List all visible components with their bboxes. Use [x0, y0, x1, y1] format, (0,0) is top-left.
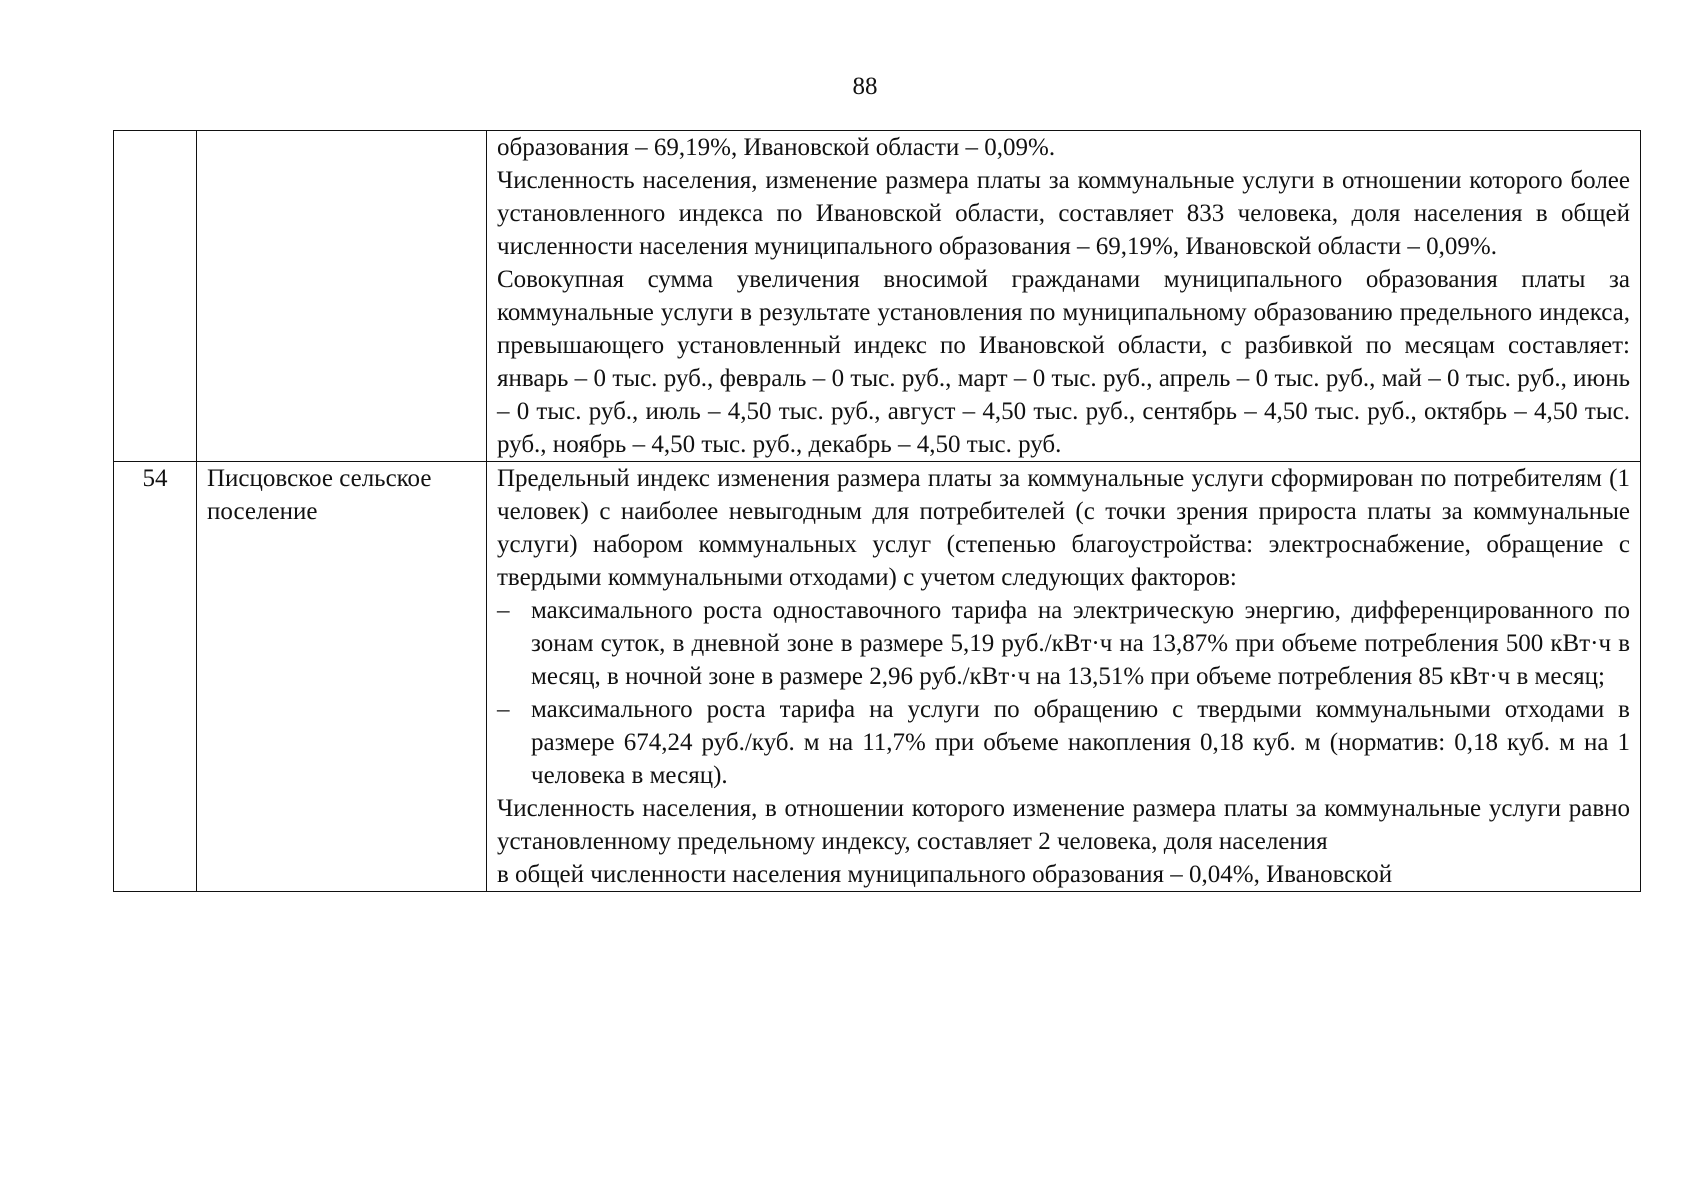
- bullet-dash: –: [497, 597, 510, 624]
- municipality-name-cell: Писцовское сельское поселение: [197, 462, 487, 892]
- list-item-waste-tariff: [497, 693, 1630, 792]
- paragraph-population-share: в общей численности населения муниципального образования – 0,04%, Ивановской: [497, 861, 1393, 888]
- table-row-continued: [114, 131, 1641, 462]
- list-item-text: максимального роста одноставочного тарифа на электрическую энергию, дифференцированного по зонам суток, в дневной зоне в размере 5,19 руб./кВт·ч на 13,87% при объеме потребления 500 кВт·ч в месяц, в ночной зоне в размере 2,96 руб./кВт·ч на 13,51% при объеме потребления 85 кВт·ч в месяц;: [531, 597, 1630, 690]
- bullet-dash: –: [497, 696, 510, 723]
- paragraph-index-formation: Предельный индекс изменения размера платы за коммунальные услуги сформирован по потребителям (1 человек) с наиболее невыгодным для потребителей (с точки зрения прироста платы за коммунальные услуги) набором коммунальных услуг (степенью благоустройства: электроснабжение, обращение с твердыми коммунальными отходами) с учетом следующих факторов:: [497, 465, 1630, 591]
- paragraph-total-increase-by-month: Совокупная сумма увеличения вносимой гражданами муниципального образования платы за коммунальные услуги в результате установления по муниципальному образованию предельного индекса, превышающего установленный индекс по Ивановской области, с разбивкой по месяцам составляет: январь – 0 тыс. руб., февраль – 0 тыс. руб., март – 0 тыс. руб., апрель – 0 тыс. руб., май – 0 тыс. руб., июнь – 0 тыс. руб., июль – 4,50 тыс. руб., август – 4,50 тыс. руб., сентябрь – 4,50 тыс. руб., октябрь – 4,50 тыс. руб., ноябрь – 4,50 тыс. руб., декабрь – 4,50 тыс. руб.: [497, 266, 1630, 458]
- list-item-electricity-tariff: [497, 594, 1630, 693]
- paragraph-continued-share: образования – 69,19%, Ивановской области – 0,09%.: [497, 134, 1056, 161]
- row-number-cell: [114, 131, 197, 462]
- page-number: 88: [852, 73, 878, 100]
- tariff-index-table: [113, 130, 1641, 892]
- description-cell: [487, 462, 1641, 892]
- description-cell: [487, 131, 1641, 462]
- list-item-text: максимального роста тарифа на услуги по обращению с твердыми коммунальными отходами в размере 674,24 руб./куб. м на 11,7% при объеме накопления 0,18 куб. м (норматив: 0,18 куб. м на 1 человека в месяц).: [531, 696, 1630, 789]
- row-number-cell: 54: [114, 462, 197, 892]
- table-row-54: [114, 462, 1641, 892]
- municipality-name-cell: [197, 131, 487, 462]
- paragraph-population-above-index: Численность населения, изменение размера платы за коммунальные услуги в отношении которого более установленного индекса по Ивановской области, составляет 833 человека, доля населения в общей численности населения муниципального образования – 69,19%, Ивановской области – 0,09%.: [497, 167, 1630, 260]
- paragraph-population-equal-index: Численность населения, в отношении которого изменение размера платы за коммунальные услуги равно установленному предельному индексу, составляет 2 человека, доля населения: [497, 795, 1630, 855]
